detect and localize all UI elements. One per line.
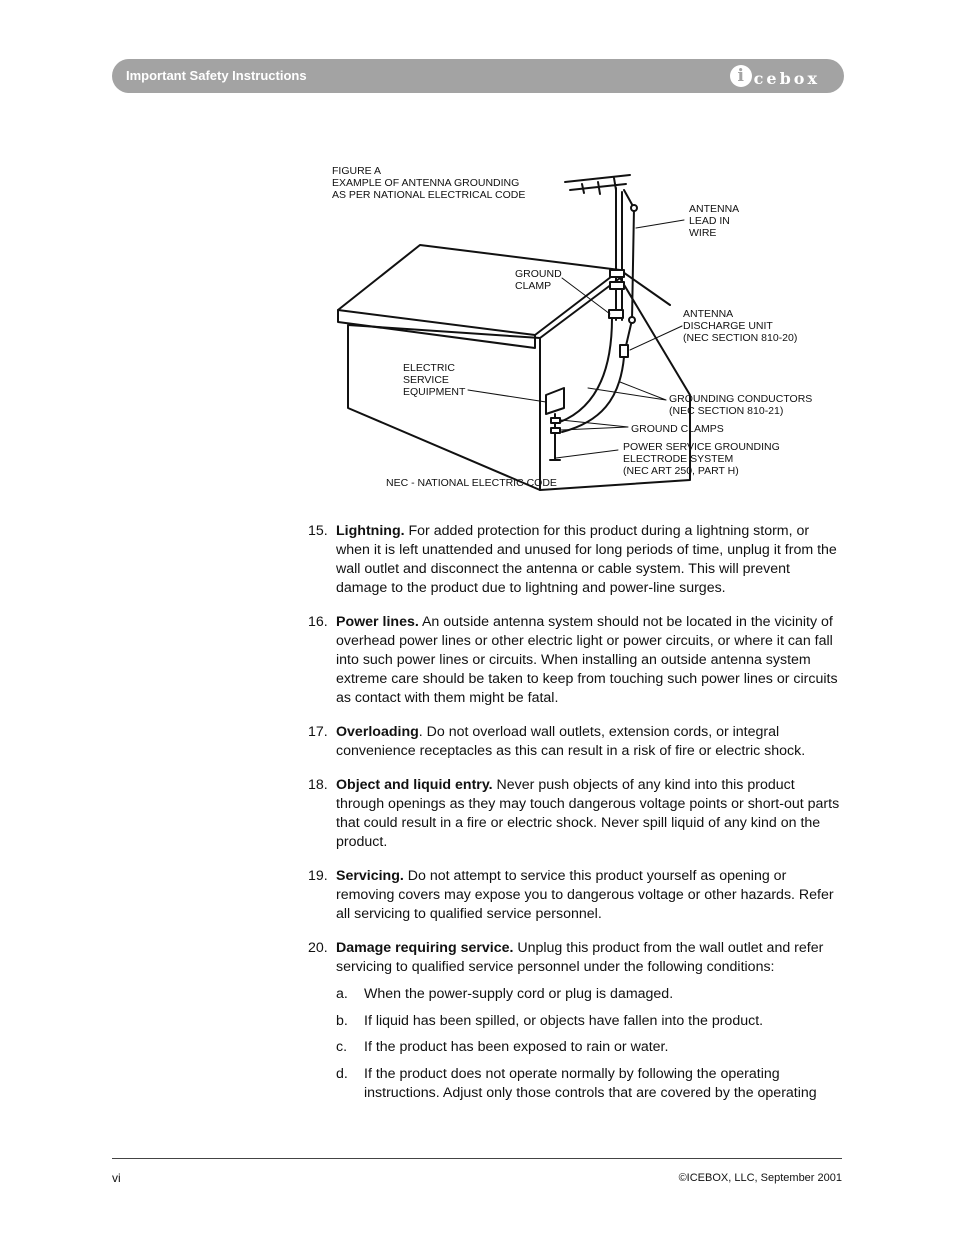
instruction-text: Unplug this product from the wall outlet and refer servicing to qualified service personnel under the following conditions: <box>336 940 824 975</box>
instruction-title: Overloading <box>336 724 419 740</box>
instruction-number: 19. <box>308 868 328 884</box>
house-side-wall <box>348 325 540 490</box>
label-nec-note: NEC - NATIONAL ELECTRIC CODE <box>386 477 557 489</box>
instruction-title: Lightning. <box>336 523 405 539</box>
antenna-grounding-figure <box>320 160 820 500</box>
antenna-lead-in-wire <box>624 190 634 350</box>
instruction-item <box>308 613 844 708</box>
page-number: vi <box>112 1171 121 1185</box>
mast-clamp <box>610 282 624 289</box>
gable-edge <box>620 270 670 305</box>
ground-clamp-top <box>609 310 623 318</box>
instruction-text: Do not attempt to service this product yourself as opening or removing covers may expose you to dangerous voltage or other hazards. Refer all servicing to qualified service personnel. <box>336 868 834 922</box>
instruction-item <box>308 867 844 924</box>
mast-clamp <box>610 270 624 277</box>
instruction-title: Servicing. <box>336 868 404 884</box>
instruction-title: Damage requiring service. <box>336 940 514 956</box>
instruction-title: Object and liquid entry. <box>336 777 493 793</box>
antenna-discharge-unit <box>620 345 628 357</box>
instruction-item <box>308 522 844 598</box>
condition-item <box>336 985 844 1004</box>
label-ground-clamps: GROUND CLAMPS <box>631 423 724 435</box>
header-title: Important Safety Instructions <box>126 68 307 83</box>
instruction-number: 16. <box>308 614 328 630</box>
condition-text: If liquid has been spilled, or objects have fallen into the product. <box>364 1012 764 1029</box>
antenna-elements <box>565 175 630 194</box>
condition-text: When the power-supply cord or plug is damaged. <box>364 986 674 1002</box>
leader-power-grounding <box>556 450 618 458</box>
ground-clamp <box>551 418 560 423</box>
label-grounding-conductors: GROUNDING CONDUCTORS (NEC SECTION 810-21) <box>669 393 813 417</box>
grounding-conductor <box>560 318 612 422</box>
instruction-number: 17. <box>308 724 328 740</box>
instruction-title: Power lines. <box>336 614 419 630</box>
condition-sublist <box>336 985 844 1103</box>
instruction-item <box>308 723 844 761</box>
label-ground-clamp: GROUND CLAMP <box>515 268 562 292</box>
instruction-number: 18. <box>308 777 328 793</box>
header-bar <box>112 59 844 93</box>
footer-divider <box>112 1158 842 1159</box>
condition-item <box>336 1012 844 1031</box>
condition-item <box>336 1065 844 1103</box>
logo-text: cebox <box>753 68 820 88</box>
instruction-text: For added protection for this product during a lightning storm, or when it is left unattended and unused for long periods of time, unplug it from the wall outlet and disconnect the antenna or cable system. This will prevent damage to the product due to lightning and power-line surges. <box>336 523 837 596</box>
condition-letter: b. <box>336 1012 348 1029</box>
instruction-text: An outside antenna system should not be located in the vicinity of overhead power lines or other electric light or power circuits, or where it can fall into such power lines or circuits. When installing an outside antenna system extreme care should be taken to keep from touching such power lines or circuits as contact with them might be fatal. <box>336 614 838 706</box>
label-power-service-grounding: POWER SERVICE GROUNDING ELECTRODE SYSTEM (NEC ART 250, PART H) <box>623 441 780 477</box>
instruction-item <box>308 776 844 852</box>
condition-text: If the product does not operate normally by following the operating instructions. Adjust only those controls that are covered by the operating <box>364 1065 817 1101</box>
condition-item <box>336 1038 844 1057</box>
icebox-logo <box>730 63 820 89</box>
label-antenna-lead-in-wire: ANTENNA LEAD IN WIRE <box>689 203 740 239</box>
figure-caption: FIGURE A EXAMPLE OF ANTENNA GROUNDING AS PER NATIONAL ELECTRICAL CODE <box>332 165 526 201</box>
safety-instructions-list <box>308 522 844 1118</box>
condition-letter: d. <box>336 1065 348 1082</box>
instruction-item <box>308 939 844 1103</box>
electric-service-box <box>546 388 564 414</box>
condition-text: If the product has been exposed to rain or water. <box>364 1039 669 1055</box>
condition-letter: a. <box>336 986 348 1002</box>
instruction-text: Never push objects of any kind into this product through openings as they may touch dangerous voltage points or short-out parts that could result in a fire or electric shock. Never spill liquid of any kind on the product. <box>336 777 840 850</box>
instruction-text: . Do not overload wall outlets, extension cords, or integral convenience receptacles as this can result in a risk of fire or electric shock. <box>336 724 806 759</box>
leader-discharge-unit <box>630 326 682 350</box>
instruction-number: 20. <box>308 940 328 956</box>
logo-letter: i <box>730 65 752 87</box>
leader-antenna-lead-in <box>636 220 684 228</box>
ground-clamp <box>551 428 560 433</box>
copyright-notice: ©ICEBOX, LLC, September 2001 <box>678 1172 842 1184</box>
label-electric-service-equipment: ELECTRIC SERVICE EQUIPMENT <box>403 362 466 398</box>
condition-letter: c. <box>336 1039 348 1055</box>
instruction-number: 15. <box>308 523 328 539</box>
label-antenna-discharge-unit: ANTENNA DISCHARGE UNIT (NEC SECTION 810-20) <box>683 308 798 344</box>
